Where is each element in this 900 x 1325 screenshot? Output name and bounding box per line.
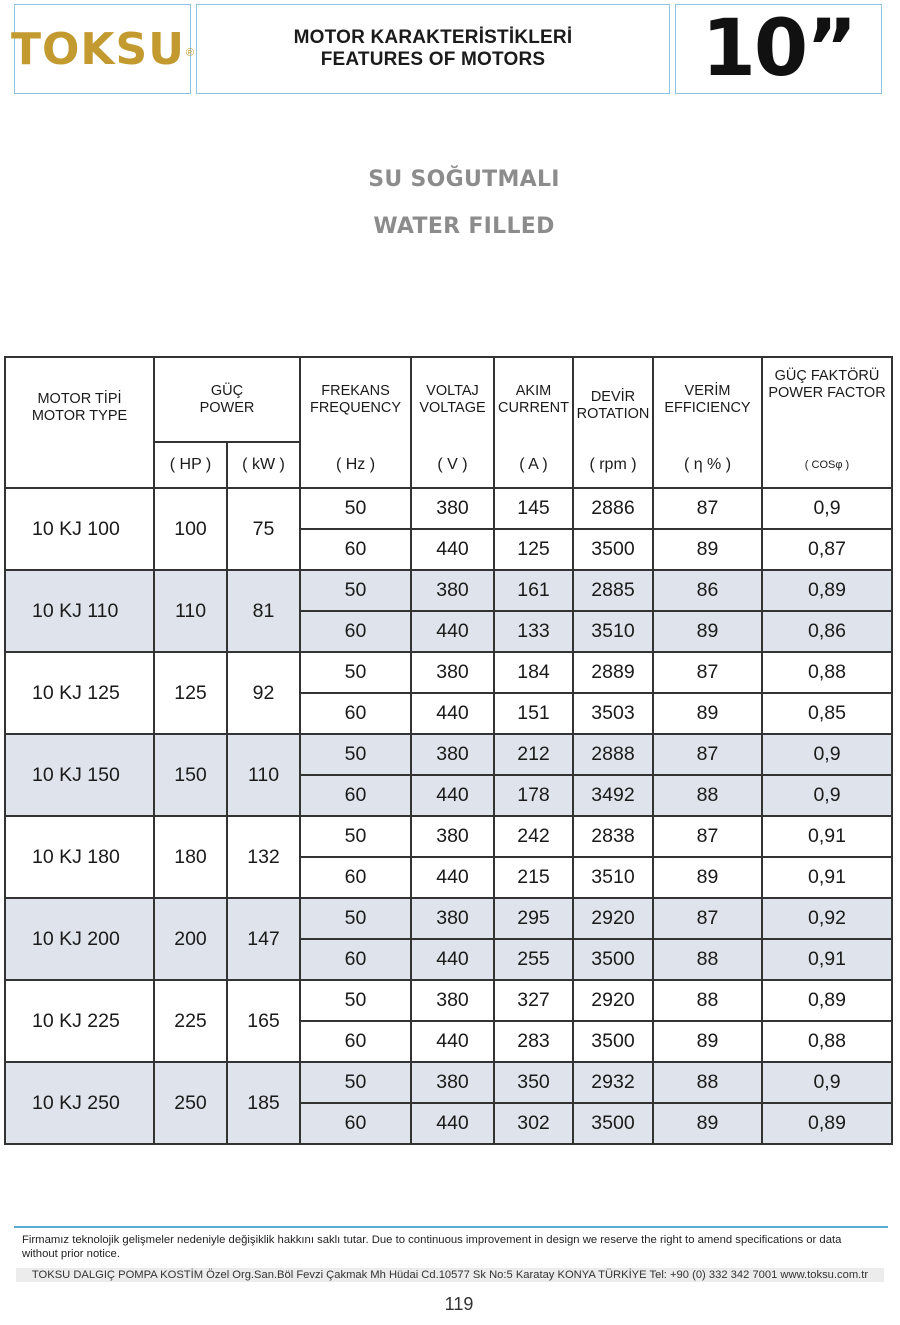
power-factor-cell: 0,88 bbox=[762, 1021, 892, 1062]
voltage-cell: 380 bbox=[411, 652, 494, 693]
efficiency-cell: 89 bbox=[653, 529, 762, 570]
model-cell: 10 KJ 200 bbox=[5, 898, 154, 980]
efficiency-cell: 88 bbox=[653, 1062, 762, 1103]
footer-address: TOKSU DALGIÇ POMPA KOSTİM Özel Org.San.Böl Fevzi Çakmak Mh Hüdai Cd.10577 Sk No:5 Karatay KONYA TÜRKİYE Tel: +90 (0) 332 342 7001 www.toksu.com.tr bbox=[16, 1268, 884, 1282]
efficiency-cell: 89 bbox=[653, 857, 762, 898]
registered-mark: ® bbox=[185, 47, 195, 59]
header-title-box bbox=[196, 4, 670, 94]
power-factor-cell: 0,91 bbox=[762, 816, 892, 857]
header-title-tr: MOTOR KARAKTERİSTİKLERİ bbox=[293, 27, 573, 48]
hp-cell: 100 bbox=[154, 488, 227, 570]
current-cell: 178 bbox=[494, 775, 573, 816]
voltage-cell: 380 bbox=[411, 1062, 494, 1103]
table-row bbox=[5, 980, 892, 1021]
motor-size: 10” bbox=[701, 4, 856, 94]
unit-rpm: ( rpm ) bbox=[573, 442, 653, 488]
voltage-header: VOLTAJ VOLTAGE bbox=[411, 357, 494, 442]
rpm-cell: 3503 bbox=[573, 693, 653, 734]
kw-cell: 110 bbox=[227, 734, 300, 816]
voltage-cell: 440 bbox=[411, 1103, 494, 1144]
current-cell: 184 bbox=[494, 652, 573, 693]
table-row bbox=[5, 898, 892, 939]
model-cell: 10 KJ 150 bbox=[5, 734, 154, 816]
kw-cell: 165 bbox=[227, 980, 300, 1062]
footer-divider bbox=[14, 1226, 888, 1228]
rpm-cell: 3500 bbox=[573, 1103, 653, 1144]
hz-cell: 60 bbox=[300, 1103, 411, 1144]
power-factor-cell: 0,92 bbox=[762, 898, 892, 939]
hz-cell: 60 bbox=[300, 775, 411, 816]
rpm-cell: 3510 bbox=[573, 857, 653, 898]
frequency-header: FREKANS FREQUENCY bbox=[300, 357, 411, 442]
hz-cell: 60 bbox=[300, 1021, 411, 1062]
hp-cell: 150 bbox=[154, 734, 227, 816]
rpm-cell: 2920 bbox=[573, 898, 653, 939]
current-cell: 295 bbox=[494, 898, 573, 939]
table-row bbox=[5, 1062, 892, 1103]
unit-efficiency: ( η % ) bbox=[653, 442, 762, 488]
hz-cell: 60 bbox=[300, 939, 411, 980]
unit-kw: ( kW ) bbox=[227, 442, 300, 488]
current-cell: 283 bbox=[494, 1021, 573, 1062]
current-cell: 302 bbox=[494, 1103, 573, 1144]
header-title-en: FEATURES OF MOTORS bbox=[320, 49, 546, 70]
current-cell: 161 bbox=[494, 570, 573, 611]
hz-cell: 50 bbox=[300, 898, 411, 939]
subtitle-tr: SU SOĞUTMALI bbox=[368, 167, 560, 192]
voltage-cell: 440 bbox=[411, 1021, 494, 1062]
power-factor-cell: 0,85 bbox=[762, 693, 892, 734]
kw-cell: 81 bbox=[227, 570, 300, 652]
subtitle-en: WATER FILLED bbox=[373, 214, 555, 239]
power-factor-cell: 0,9 bbox=[762, 488, 892, 529]
rpm-cell: 2920 bbox=[573, 980, 653, 1021]
efficiency-header: VERİM EFFICIENCY bbox=[653, 357, 762, 442]
power-factor-cell: 0,88 bbox=[762, 652, 892, 693]
rotation-header: DEVİR ROTATION bbox=[573, 357, 653, 442]
power-header: GÜÇ POWER bbox=[154, 357, 300, 442]
rpm-cell: 3492 bbox=[573, 775, 653, 816]
model-cell: 10 KJ 225 bbox=[5, 980, 154, 1062]
efficiency-cell: 87 bbox=[653, 734, 762, 775]
power-factor-cell: 0,91 bbox=[762, 857, 892, 898]
voltage-cell: 380 bbox=[411, 980, 494, 1021]
footer-disclaimer: Firmamız teknolojik gelişmeler nedeniyle değişiklik hakkını saklı tutar. Due to continuous improvement in design we reserve the right to amend specifications or data without prior notice. bbox=[22, 1234, 842, 1260]
hp-cell: 225 bbox=[154, 980, 227, 1062]
logo-box bbox=[10, 4, 195, 94]
hz-cell: 60 bbox=[300, 693, 411, 734]
current-cell: 255 bbox=[494, 939, 573, 980]
motor-spec-table bbox=[4, 356, 893, 1145]
hz-cell: 50 bbox=[300, 570, 411, 611]
table-row bbox=[5, 488, 892, 529]
current-cell: 327 bbox=[494, 980, 573, 1021]
hz-cell: 50 bbox=[300, 734, 411, 775]
rpm-cell: 3500 bbox=[573, 529, 653, 570]
efficiency-cell: 88 bbox=[653, 939, 762, 980]
power-factor-cell: 0,86 bbox=[762, 611, 892, 652]
power-factor-cell: 0,9 bbox=[762, 1062, 892, 1103]
unit-hp: ( HP ) bbox=[154, 442, 227, 488]
rpm-cell: 3510 bbox=[573, 611, 653, 652]
kw-cell: 132 bbox=[227, 816, 300, 898]
current-cell: 151 bbox=[494, 693, 573, 734]
hp-cell: 180 bbox=[154, 816, 227, 898]
header-row bbox=[5, 357, 892, 442]
efficiency-cell: 87 bbox=[653, 488, 762, 529]
hz-cell: 50 bbox=[300, 488, 411, 529]
hz-cell: 50 bbox=[300, 1062, 411, 1103]
hp-cell: 200 bbox=[154, 898, 227, 980]
hz-cell: 50 bbox=[300, 652, 411, 693]
voltage-cell: 440 bbox=[411, 529, 494, 570]
power-factor-cell: 0,89 bbox=[762, 980, 892, 1021]
rpm-cell: 2932 bbox=[573, 1062, 653, 1103]
size-box bbox=[675, 4, 882, 94]
voltage-cell: 440 bbox=[411, 775, 494, 816]
model-cell: 10 KJ 100 bbox=[5, 488, 154, 570]
table-row bbox=[5, 570, 892, 611]
voltage-cell: 440 bbox=[411, 939, 494, 980]
unit-cos-phi: ( COSφ ) bbox=[762, 442, 892, 488]
voltage-cell: 440 bbox=[411, 611, 494, 652]
current-cell: 133 bbox=[494, 611, 573, 652]
rpm-cell: 2889 bbox=[573, 652, 653, 693]
rpm-cell: 2886 bbox=[573, 488, 653, 529]
rpm-cell: 2838 bbox=[573, 816, 653, 857]
efficiency-cell: 88 bbox=[653, 775, 762, 816]
model-cell: 10 KJ 110 bbox=[5, 570, 154, 652]
motor-type-header: MOTOR TİPİ MOTOR TYPE bbox=[5, 357, 154, 488]
power-factor-cell: 0,89 bbox=[762, 570, 892, 611]
hz-cell: 60 bbox=[300, 857, 411, 898]
power-factor-cell: 0,87 bbox=[762, 529, 892, 570]
kw-cell: 147 bbox=[227, 898, 300, 980]
table-row bbox=[5, 816, 892, 857]
voltage-cell: 380 bbox=[411, 898, 494, 939]
voltage-cell: 380 bbox=[411, 570, 494, 611]
voltage-cell: 380 bbox=[411, 488, 494, 529]
kw-cell: 92 bbox=[227, 652, 300, 734]
current-header: AKIM CURRENT bbox=[494, 357, 573, 442]
current-cell: 145 bbox=[494, 488, 573, 529]
efficiency-cell: 89 bbox=[653, 693, 762, 734]
current-cell: 215 bbox=[494, 857, 573, 898]
kw-cell: 185 bbox=[227, 1062, 300, 1144]
model-cell: 10 KJ 125 bbox=[5, 652, 154, 734]
efficiency-cell: 86 bbox=[653, 570, 762, 611]
brand-logo: TOKSU bbox=[10, 23, 185, 75]
voltage-cell: 380 bbox=[411, 734, 494, 775]
voltage-cell: 440 bbox=[411, 693, 494, 734]
power-factor-cell: 0,9 bbox=[762, 734, 892, 775]
voltage-cell: 440 bbox=[411, 857, 494, 898]
efficiency-cell: 87 bbox=[653, 652, 762, 693]
current-cell: 212 bbox=[494, 734, 573, 775]
kw-cell: 75 bbox=[227, 488, 300, 570]
hp-cell: 250 bbox=[154, 1062, 227, 1144]
efficiency-cell: 87 bbox=[653, 816, 762, 857]
model-cell: 10 KJ 250 bbox=[5, 1062, 154, 1144]
unit-v: ( V ) bbox=[411, 442, 494, 488]
current-cell: 242 bbox=[494, 816, 573, 857]
power-factor-header: GÜÇ FAKTÖRÜ POWER FACTOR bbox=[762, 357, 892, 442]
model-cell: 10 KJ 180 bbox=[5, 816, 154, 898]
rpm-cell: 2885 bbox=[573, 570, 653, 611]
hp-cell: 110 bbox=[154, 570, 227, 652]
voltage-cell: 380 bbox=[411, 816, 494, 857]
efficiency-cell: 88 bbox=[653, 980, 762, 1021]
table-row bbox=[5, 734, 892, 775]
hz-cell: 50 bbox=[300, 980, 411, 1021]
rpm-cell: 3500 bbox=[573, 939, 653, 980]
efficiency-cell: 89 bbox=[653, 1103, 762, 1144]
unit-a: ( A ) bbox=[494, 442, 573, 488]
current-cell: 350 bbox=[494, 1062, 573, 1103]
hz-cell: 50 bbox=[300, 816, 411, 857]
rpm-cell: 2888 bbox=[573, 734, 653, 775]
table-row bbox=[5, 652, 892, 693]
power-factor-cell: 0,89 bbox=[762, 1103, 892, 1144]
efficiency-cell: 89 bbox=[653, 1021, 762, 1062]
power-factor-cell: 0,9 bbox=[762, 775, 892, 816]
efficiency-cell: 87 bbox=[653, 898, 762, 939]
efficiency-cell: 89 bbox=[653, 611, 762, 652]
rpm-cell: 3500 bbox=[573, 1021, 653, 1062]
unit-hz: ( Hz ) bbox=[300, 442, 411, 488]
hz-cell: 60 bbox=[300, 529, 411, 570]
hz-cell: 60 bbox=[300, 611, 411, 652]
power-factor-cell: 0,91 bbox=[762, 939, 892, 980]
page-number: 119 bbox=[444, 1294, 474, 1314]
hp-cell: 125 bbox=[154, 652, 227, 734]
current-cell: 125 bbox=[494, 529, 573, 570]
